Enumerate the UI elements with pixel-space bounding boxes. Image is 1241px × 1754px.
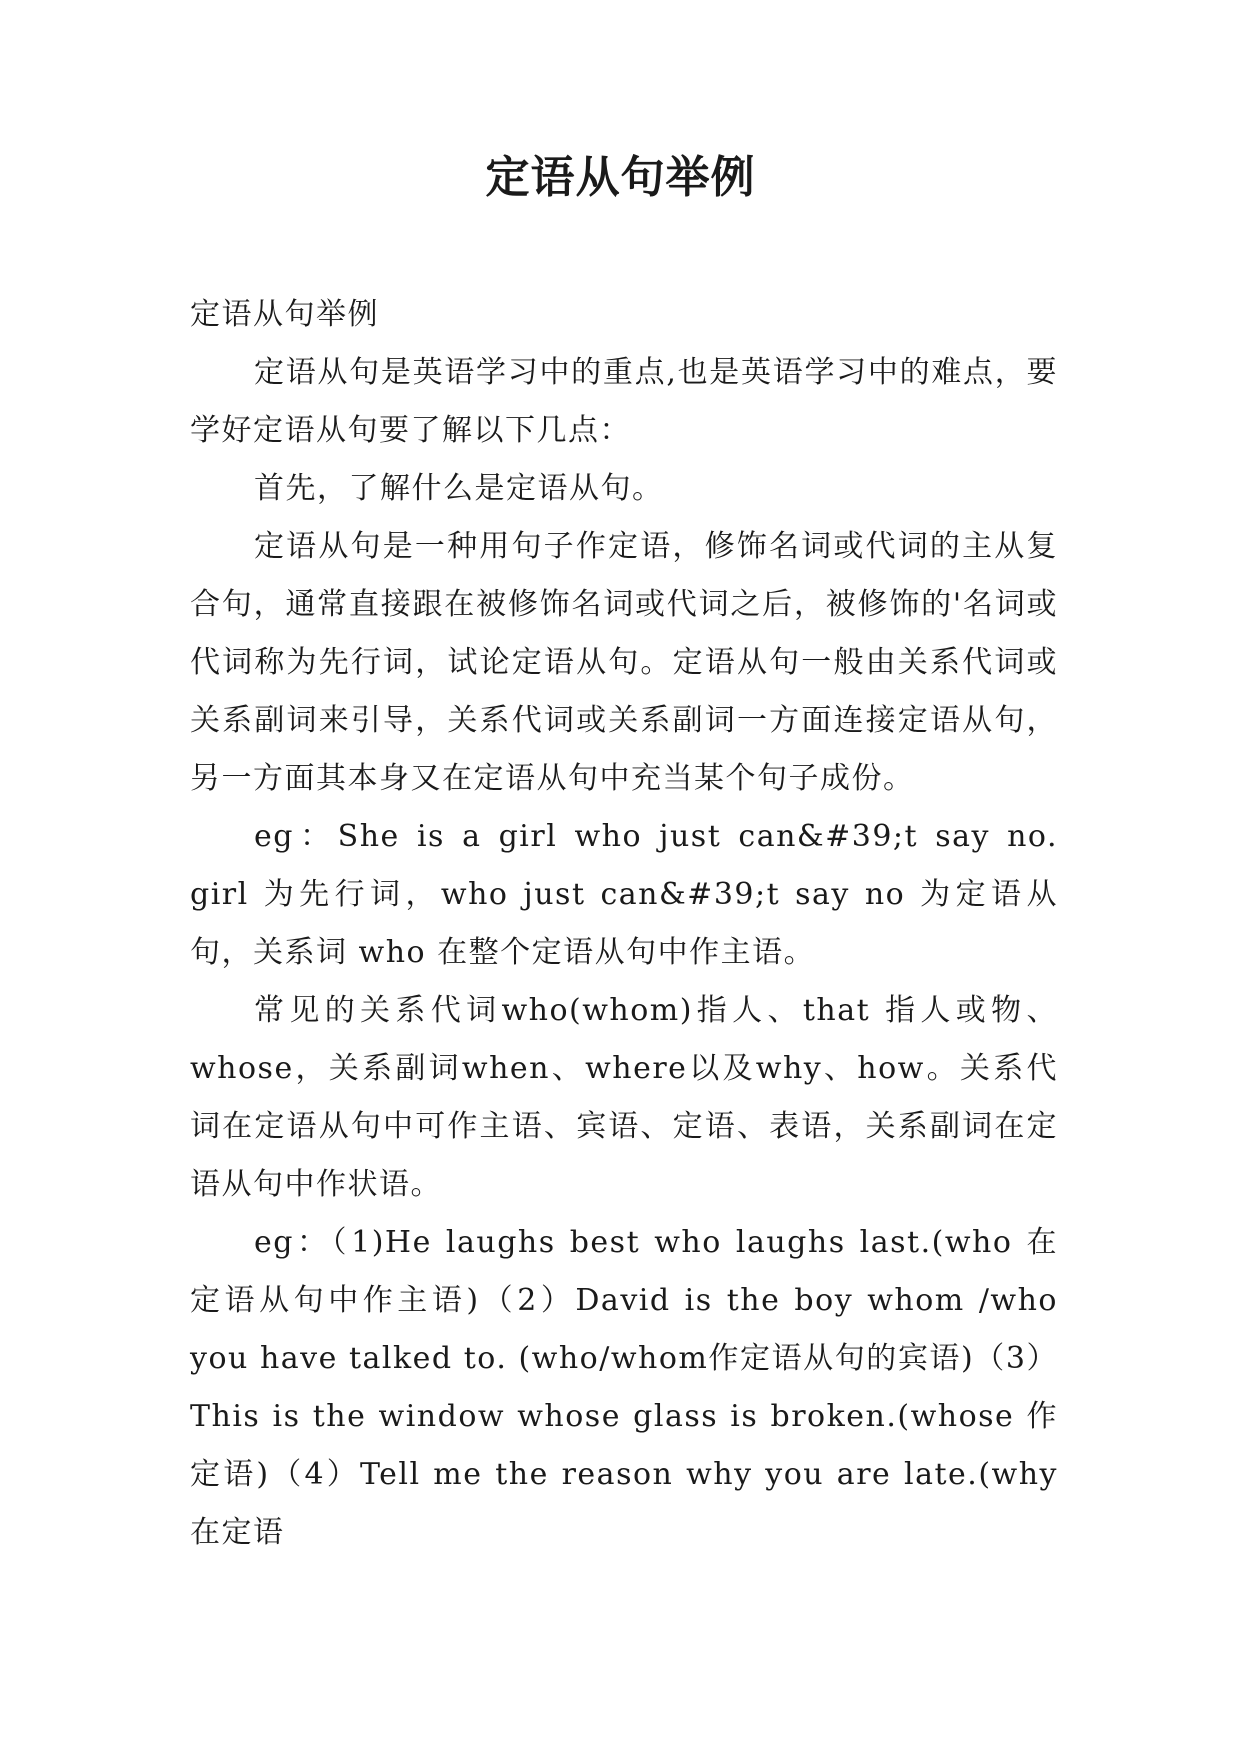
document-title: 定语从句举例 (485, 152, 756, 203)
document-body (190, 286, 1058, 1562)
paragraph-first-point: 首先，了解什么是定语从句。 (254, 471, 664, 506)
paragraph-example-1: eg：She is a girl who just can&#39;t say no. girl 为先行词，who just can&#39;t say no 为定语从句，关系词 who 在整个定语从句中作主语。 (190, 819, 1058, 970)
paragraph-intro: 定语从句是英语学习中的重点,也是英语学习中的难点，要学好定语从句要了解以下几点： (190, 355, 1058, 448)
paragraph-relative-words: 常见的关系代词who(whom)指人、that 指人或物、whose，关系副词when、where以及why、how。关系代词在定语从句中可作主语、宾语、定语、表语，关系副词在定语从句中作状语。 (190, 993, 1058, 1202)
paragraph-example-2: eg：（1)He laughs best who laughs last.(who 在定语从句中作主语)（2）David is the boy whom /who you have talked to. (who/whom作定语从句的宾语)（3）This is the window whose glass is broken.(whose 作定语)（4）Tell me the reason why you are late.(why 在定语 (190, 1225, 1058, 1550)
document-subtitle: 定语从句举例 (190, 297, 379, 332)
paragraph-definition: 定语从句是一种用句子作定语，修饰名词或代词的主从复合句，通常直接跟在被修饰名词或代词之后，被修饰的'名词或代词称为先行词，试论定语从句。定语从句一般由关系代词或关系副词来引导，关系代词或关系副词一方面连接定语从句，另一方面其本身又在定语从句中充当某个句子成份。 (190, 529, 1058, 796)
